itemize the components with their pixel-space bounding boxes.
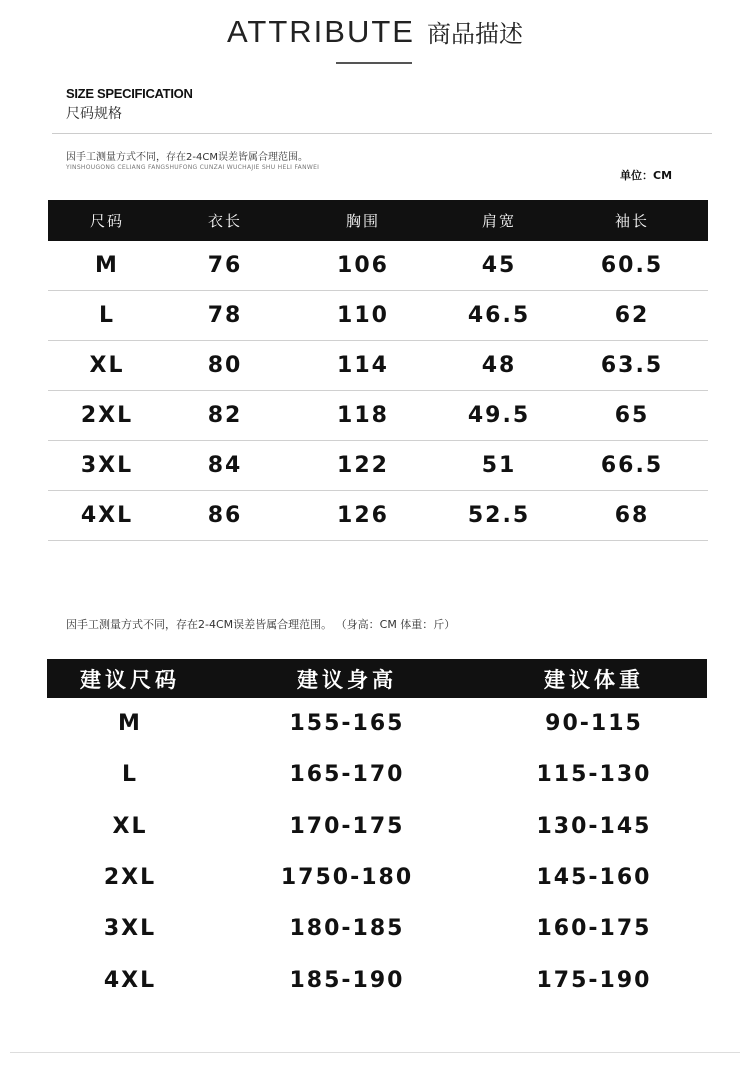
table-cell: 3XL: [80, 453, 134, 478]
measurement-note-pinyin: YINSHOUGONG CELIANG FANGSHUFONG CUNZAI WUCHAJIE SHU HELI FANWEI: [66, 164, 320, 171]
table-row: [47, 903, 707, 954]
page-title-en: ATTRIBUTE: [227, 14, 415, 49]
table-cell: 80: [207, 353, 243, 378]
column-header: 建议身高: [297, 667, 397, 692]
table-cell: 68: [614, 503, 650, 528]
table-cell: 118: [337, 403, 389, 428]
table-cell: 1750-180: [280, 865, 414, 891]
column-header: 肩宽: [481, 212, 516, 230]
table-row: [47, 698, 707, 749]
table-row: [47, 749, 707, 800]
table-cell: 185-190: [289, 967, 405, 993]
table-row: [48, 491, 708, 541]
table-row: [48, 291, 708, 341]
table-cell: 86: [207, 503, 243, 528]
size-spec-heading: [66, 86, 193, 123]
table-cell: 165-170: [289, 762, 405, 788]
table-cell: 170-175: [289, 813, 405, 839]
table-cell: 65: [614, 403, 650, 428]
unit-label: 单位：CM: [620, 169, 673, 182]
size-spec-table-header: [48, 200, 708, 241]
table-cell: M: [95, 253, 119, 278]
table-cell: L: [98, 303, 116, 328]
table-cell: 49.5: [467, 403, 531, 428]
size-spec-heading-cn: 尺码规格: [66, 106, 122, 122]
table-row: [48, 241, 708, 291]
table-row: [48, 441, 708, 491]
table-cell: 122: [337, 453, 389, 478]
table-cell: 78: [207, 303, 243, 328]
table-cell: 155-165: [289, 711, 405, 737]
table-cell: 126: [337, 503, 389, 528]
table-cell: 175-190: [536, 967, 652, 993]
table-cell: 66.5: [600, 453, 664, 478]
table-row: [47, 852, 707, 903]
table-cell: 145-160: [536, 865, 652, 891]
table-cell: 2XL: [103, 865, 157, 891]
table-cell: 106: [337, 253, 389, 278]
table-cell: 2XL: [80, 403, 134, 428]
column-header: 袖长: [614, 212, 649, 230]
table-cell: XL: [112, 813, 148, 839]
column-header: 建议体重: [544, 667, 644, 692]
table-cell: 76: [207, 253, 243, 278]
table-cell: 45: [481, 253, 517, 278]
table-cell: 110: [337, 303, 389, 328]
table-row: [47, 954, 707, 1005]
table-cell: 51: [481, 453, 517, 478]
recommend-note: 因手工测量方式不同，存在2-4CM误差皆属合理范围。 （身高：CM 体重：斤）: [66, 618, 456, 631]
table-cell: 82: [207, 403, 243, 428]
table-cell: 63.5: [600, 353, 664, 378]
measurement-note: 因手工测量方式不同，存在2-4CM误差皆属合理范围。: [66, 152, 308, 163]
table-cell: 4XL: [80, 503, 134, 528]
size-spec-table: [48, 200, 708, 541]
title-underline: [336, 62, 412, 64]
table-cell: 52.5: [467, 503, 531, 528]
table-cell: 84: [207, 453, 243, 478]
table-cell: 180-185: [289, 916, 405, 942]
divider: [10, 1052, 740, 1053]
table-cell: 62: [614, 303, 650, 328]
recommend-table-header: [47, 659, 707, 698]
table-row: [48, 341, 708, 391]
divider: [52, 133, 712, 134]
table-cell: 90-115: [545, 711, 643, 737]
size-spec-heading-en: SIZE SPECIFICATION: [66, 86, 193, 101]
table-cell: M: [118, 711, 142, 737]
table-cell: 3XL: [103, 916, 157, 942]
column-header: 建议尺码: [80, 667, 180, 692]
table-cell: 160-175: [536, 916, 652, 942]
table-cell: 60.5: [600, 253, 664, 278]
table-cell: 114: [337, 353, 389, 378]
table-cell: L: [121, 762, 139, 788]
table-row: [47, 801, 707, 852]
table-cell: 46.5: [467, 303, 531, 328]
page-title-cn: 商品描述: [426, 20, 523, 48]
recommend-table: [47, 659, 707, 1006]
column-header: 尺码: [89, 212, 124, 230]
table-row: [48, 391, 708, 441]
page-header: [0, 14, 750, 50]
table-cell: 48: [481, 353, 517, 378]
table-cell: 130-145: [536, 813, 652, 839]
column-header: 衣长: [207, 212, 242, 230]
column-header: 胸围: [345, 212, 380, 230]
table-cell: 4XL: [103, 967, 157, 993]
table-cell: 115-130: [536, 762, 652, 788]
table-cell: XL: [89, 353, 125, 378]
